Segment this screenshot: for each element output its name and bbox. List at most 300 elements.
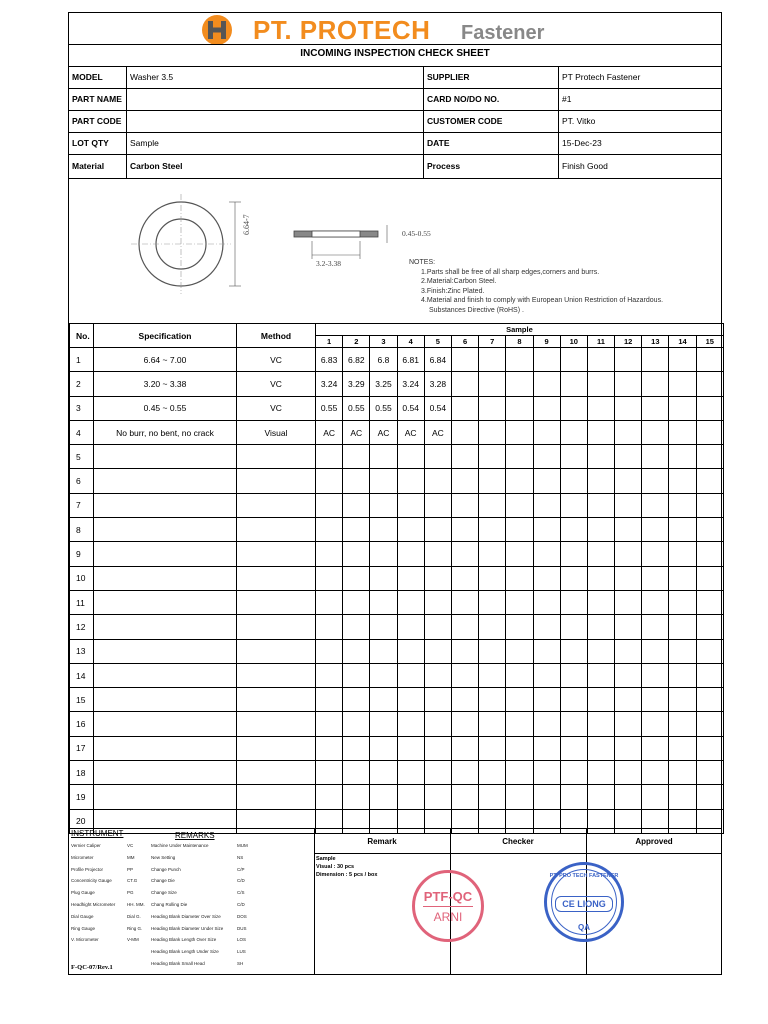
sample-value-cell <box>587 396 614 420</box>
sample-value-cell <box>696 639 723 663</box>
row-number-cell: 2 <box>70 372 94 396</box>
instrument-name: Micrometer <box>71 854 94 860</box>
sample-value-cell <box>316 736 343 760</box>
sample-value-cell <box>669 736 696 760</box>
sample-value-cell <box>696 590 723 614</box>
approved-stamp-ring: PT. PRO TECH FASTENER <box>549 873 619 879</box>
table-row <box>70 396 724 420</box>
sample-value-cell <box>370 761 397 785</box>
sample-value-cell: AC <box>316 420 343 444</box>
sample-value-cell <box>669 469 696 493</box>
sample-value-cell <box>370 445 397 469</box>
process-label: Process <box>427 161 461 171</box>
sample-number-header: 13 <box>642 336 669 348</box>
sample-value-cell <box>533 663 560 687</box>
logo-text: PT. PROTECH <box>253 15 431 45</box>
sample-value-cell <box>560 590 587 614</box>
table-row <box>70 712 724 736</box>
note-1: 1.Parts shall be free of all sharp edges,corners and burrs. <box>421 268 600 276</box>
sample-value-cell: 6.81 <box>397 348 424 372</box>
instrument-code: Ring G. <box>127 925 143 931</box>
sample-value-cell <box>479 396 506 420</box>
sample-value-cell <box>316 639 343 663</box>
sample-value-cell <box>451 688 478 712</box>
method-cell <box>237 736 316 760</box>
sample-value-cell <box>560 809 587 833</box>
sample-value-cell <box>642 348 669 372</box>
logo-subtext: Fastener <box>461 22 545 44</box>
sample-value-cell <box>479 809 506 833</box>
sample-value-cell <box>451 445 478 469</box>
page-title: INCOMING INSPECTION CHECK SHEET <box>300 48 490 59</box>
sample-value-cell <box>506 736 533 760</box>
sample-value-cell <box>479 615 506 639</box>
sample-value-cell <box>587 420 614 444</box>
sample-value-cell <box>560 761 587 785</box>
method-cell <box>237 566 316 590</box>
sample-value-cell <box>560 688 587 712</box>
sample-value-cell <box>370 615 397 639</box>
sample-value-cell <box>316 712 343 736</box>
sample-value-cell <box>533 493 560 517</box>
sample-value-cell <box>642 785 669 809</box>
approved-stamp <box>544 862 624 942</box>
sample-value-cell <box>479 590 506 614</box>
sample-value-cell <box>397 736 424 760</box>
sample-value-cell <box>451 809 478 833</box>
card-no-label: CARD NO/DO NO. <box>427 94 500 104</box>
sample-value-cell <box>506 396 533 420</box>
sample-value-cell <box>587 785 614 809</box>
sample-value-cell: AC <box>424 420 451 444</box>
sample-value-cell <box>316 809 343 833</box>
customer-code-value: PT. Vitko <box>562 116 596 126</box>
table-row <box>70 590 724 614</box>
method-cell <box>237 712 316 736</box>
sample-value-cell <box>587 372 614 396</box>
sample-value-cell <box>316 566 343 590</box>
sample-value-cell <box>451 761 478 785</box>
sample-value-cell <box>642 712 669 736</box>
sample-value-cell <box>615 590 642 614</box>
remark-name: Heading Blank Small Head <box>151 961 205 966</box>
specification-cell <box>94 761 237 785</box>
sample-value-cell <box>615 469 642 493</box>
sample-value-cell <box>479 785 506 809</box>
sample-value-cell <box>642 736 669 760</box>
card-no-value: #1 <box>562 94 572 104</box>
sample-value-cell <box>316 542 343 566</box>
specification-cell <box>94 663 237 687</box>
sample-value-cell <box>587 663 614 687</box>
sample-value-cell <box>506 712 533 736</box>
sample-value-cell: 0.55 <box>316 396 343 420</box>
remark-name: Change Punch <box>151 866 181 872</box>
sample-value-cell <box>615 445 642 469</box>
sample-value-cell <box>424 590 451 614</box>
sample-value-cell <box>451 663 478 687</box>
sample-number-header: 4 <box>397 336 424 348</box>
sample-value-cell <box>560 639 587 663</box>
specification-cell: 6.64 ~ 7.00 <box>94 348 237 372</box>
sample-value-cell <box>560 566 587 590</box>
material-value: Carbon Steel <box>130 161 183 171</box>
sample-value-cell <box>370 663 397 687</box>
remark-name: Chang Rolling Die <box>151 902 188 907</box>
remark-name: Change Size <box>151 890 177 896</box>
sample-value-cell <box>506 639 533 663</box>
sample-value-cell <box>669 542 696 566</box>
sample-value-cell <box>370 809 397 833</box>
col-method-header: Method <box>237 324 316 348</box>
sample-value-cell: 6.83 <box>316 348 343 372</box>
sample-value-cell: AC <box>343 420 370 444</box>
sample-value-cell <box>343 639 370 663</box>
col-no-header: No. <box>70 324 94 348</box>
sample-value-cell <box>533 372 560 396</box>
sample-value-cell <box>343 493 370 517</box>
sample-value-cell: AC <box>397 420 424 444</box>
sample-value-cell <box>642 566 669 590</box>
remarks-label: REMARKS <box>175 831 215 840</box>
method-cell <box>237 639 316 663</box>
sample-value-cell <box>615 639 642 663</box>
sample-value-cell <box>343 712 370 736</box>
sample-value-cell <box>560 372 587 396</box>
sample-value-cell <box>479 420 506 444</box>
sample-value-cell <box>424 566 451 590</box>
checker-stamp-name: ARNI <box>433 910 463 924</box>
sample-value-cell <box>424 542 451 566</box>
sample-value-cell <box>343 736 370 760</box>
checker-stamp <box>412 870 484 942</box>
sample-value-cell <box>615 396 642 420</box>
method-cell <box>237 615 316 639</box>
sample-value-cell <box>343 445 370 469</box>
instrument-name: Vernier Caliper <box>71 843 101 848</box>
row-number-cell: 12 <box>70 615 94 639</box>
sample-value-cell <box>343 566 370 590</box>
instrument-name: Headhight Micrometer <box>71 902 116 907</box>
customer-code-label: CUSTOMER CODE <box>427 116 503 126</box>
sample-value-cell: 3.24 <box>316 372 343 396</box>
col-spec-header: Specification <box>94 324 237 348</box>
model-value: Washer 3.5 <box>130 72 174 82</box>
sample-value-cell <box>642 396 669 420</box>
sample-value-cell <box>696 372 723 396</box>
sample-value-cell <box>587 566 614 590</box>
sample-value-cell <box>506 590 533 614</box>
remark-name: Heading Blank Length Over Size <box>151 937 217 943</box>
sample-value-cell <box>615 785 642 809</box>
sample-value-cell <box>587 615 614 639</box>
sample-value-cell <box>451 712 478 736</box>
row-number-cell: 20 <box>70 809 94 833</box>
row-number-cell: 7 <box>70 493 94 517</box>
sample-value-cell <box>696 396 723 420</box>
sample-value-cell <box>316 445 343 469</box>
sample-value-cell <box>669 566 696 590</box>
sample-value-cell <box>696 809 723 833</box>
date-value: 15-Dec-23 <box>562 138 602 148</box>
sample-value-cell <box>479 469 506 493</box>
sample-value-cell <box>615 542 642 566</box>
remark-code: C/P <box>237 866 245 872</box>
row-number-cell: 10 <box>70 566 94 590</box>
sample-value-cell <box>451 469 478 493</box>
sample-value-cell <box>370 493 397 517</box>
specification-cell: 3.20 ~ 3.38 <box>94 372 237 396</box>
specification-cell <box>94 688 237 712</box>
remark-code: DUS <box>237 925 247 931</box>
sample-value-cell <box>370 785 397 809</box>
sample-value-cell <box>343 615 370 639</box>
sample-value-cell <box>316 663 343 687</box>
table-row <box>70 736 724 760</box>
sample-value-cell <box>479 445 506 469</box>
sample-number-header: 8 <box>506 336 533 348</box>
sample-value-cell: AC <box>370 420 397 444</box>
part-code-label: PART CODE <box>72 116 122 126</box>
method-cell: VC <box>237 372 316 396</box>
sample-value-cell <box>560 785 587 809</box>
sample-value-cell <box>370 590 397 614</box>
sample-value-cell <box>560 396 587 420</box>
form-code: F-QC-07/Rev.1 <box>71 964 113 971</box>
sample-value-cell <box>506 518 533 542</box>
remark-name: Heading Blank Length Under Size <box>151 949 219 955</box>
sample-value-cell <box>560 445 587 469</box>
sample-value-cell: 3.29 <box>343 372 370 396</box>
part-name-label: PART NAME <box>72 94 122 104</box>
sample-number-header: 14 <box>669 336 696 348</box>
sample-value-cell <box>451 542 478 566</box>
sample-value-cell <box>451 566 478 590</box>
sample-value-cell <box>451 615 478 639</box>
sample-value-cell <box>696 736 723 760</box>
sample-number-header: 9 <box>533 336 560 348</box>
row-number-cell: 5 <box>70 445 94 469</box>
sample-value-cell <box>669 785 696 809</box>
row-number-cell: 16 <box>70 712 94 736</box>
sample-value-cell <box>316 688 343 712</box>
specification-cell <box>94 469 237 493</box>
sample-value-cell <box>424 736 451 760</box>
remark-header: Remark <box>367 837 397 846</box>
sample-value-cell <box>424 809 451 833</box>
sample-value-cell <box>696 663 723 687</box>
table-row <box>70 566 724 590</box>
sample-value-cell <box>533 615 560 639</box>
method-cell <box>237 445 316 469</box>
sample-value-cell <box>506 493 533 517</box>
sample-value-cell <box>343 518 370 542</box>
sample-value-cell <box>479 372 506 396</box>
inspection-sheet <box>68 12 722 975</box>
sample-value-cell <box>424 469 451 493</box>
sample-value-cell <box>370 566 397 590</box>
sample-value-cell <box>533 785 560 809</box>
table-row <box>70 348 724 372</box>
sample-value-cell <box>587 590 614 614</box>
specification-cell <box>94 445 237 469</box>
sample-value-cell <box>424 712 451 736</box>
sample-value-cell <box>506 566 533 590</box>
sample-value-cell <box>316 785 343 809</box>
sample-value-cell <box>587 518 614 542</box>
sample-value-cell <box>642 615 669 639</box>
sample-value-cell <box>343 761 370 785</box>
supplier-label: SUPPLIER <box>427 72 470 82</box>
sample-value-cell <box>343 785 370 809</box>
sample-value-cell <box>397 712 424 736</box>
table-row <box>70 615 724 639</box>
sample-value-cell <box>642 639 669 663</box>
instrument-code: VC <box>127 843 134 848</box>
instrument-code: PP <box>127 866 134 872</box>
specification-cell <box>94 542 237 566</box>
sample-value-cell <box>506 542 533 566</box>
sample-value-cell <box>343 688 370 712</box>
remark-code: LOS <box>237 937 247 943</box>
table-row <box>70 518 724 542</box>
sample-value-cell <box>533 566 560 590</box>
sample-number-header: 6 <box>451 336 478 348</box>
table-row <box>70 639 724 663</box>
sample-number-header: 1 <box>316 336 343 348</box>
remark-code: MUM <box>237 843 248 848</box>
sample-value-cell: 6.82 <box>343 348 370 372</box>
sample-value-cell <box>506 445 533 469</box>
sample-value-cell <box>397 663 424 687</box>
sample-value-cell <box>642 542 669 566</box>
sample-number-header: 3 <box>370 336 397 348</box>
sample-value-cell <box>451 785 478 809</box>
sample-value-cell <box>451 518 478 542</box>
sample-value-cell <box>451 736 478 760</box>
sample-value-cell <box>587 688 614 712</box>
sample-value-cell <box>506 348 533 372</box>
dimension-inner: 3.2-3.38 <box>316 259 341 268</box>
specification-cell <box>94 566 237 590</box>
sample-value-cell <box>696 348 723 372</box>
sample-value-cell <box>506 469 533 493</box>
sample-value-cell <box>397 590 424 614</box>
remark-line-1: Sample <box>316 856 336 862</box>
sample-value-cell: 6.8 <box>370 348 397 372</box>
table-row <box>70 493 724 517</box>
sample-value-cell <box>696 688 723 712</box>
row-number-cell: 3 <box>70 396 94 420</box>
sample-value-cell <box>397 761 424 785</box>
specification-cell: 0.45 ~ 0.55 <box>94 396 237 420</box>
sample-value-cell <box>397 542 424 566</box>
material-label: Material <box>72 161 105 171</box>
sample-value-cell <box>533 809 560 833</box>
sample-value-cell <box>560 493 587 517</box>
model-label: MODEL <box>72 72 103 82</box>
sample-value-cell <box>397 785 424 809</box>
sample-value-cell <box>669 809 696 833</box>
instrument-code: MM <box>127 854 135 860</box>
sample-value-cell <box>587 348 614 372</box>
table-row <box>70 809 724 833</box>
sample-value-cell <box>587 761 614 785</box>
sample-value-cell <box>696 785 723 809</box>
sample-value-cell <box>587 542 614 566</box>
sample-value-cell <box>642 688 669 712</box>
method-cell <box>237 761 316 785</box>
remark-code: NS <box>237 854 244 860</box>
sample-value-cell <box>696 566 723 590</box>
sample-value-cell <box>397 445 424 469</box>
sample-value-cell <box>424 615 451 639</box>
sample-value-cell <box>669 639 696 663</box>
sample-value-cell <box>506 615 533 639</box>
specification-cell <box>94 785 237 809</box>
sample-value-cell <box>316 493 343 517</box>
remark-name: Heading Blank Diameter Over Size <box>151 913 221 919</box>
note-3: 3.Finish:Zinc Plated. <box>421 287 485 295</box>
sample-value-cell: 0.54 <box>397 396 424 420</box>
row-number-cell: 14 <box>70 663 94 687</box>
sample-value-cell <box>506 420 533 444</box>
approved-header: Approved <box>635 837 673 846</box>
remark-name: Heading Blank Diameter Under Size <box>151 925 224 931</box>
remark-code: DOS <box>237 913 247 919</box>
specification-cell <box>94 712 237 736</box>
sample-value-cell <box>424 663 451 687</box>
sample-value-cell <box>343 469 370 493</box>
remark-name: New Setting <box>151 854 176 860</box>
sample-value-cell <box>370 639 397 663</box>
method-cell <box>237 590 316 614</box>
instrument-code: HH. MM. <box>127 902 145 907</box>
instrument-name: Concentricity Gauge <box>71 878 112 884</box>
sample-value-cell <box>370 469 397 493</box>
sample-value-cell <box>615 712 642 736</box>
sample-number-header: 12 <box>615 336 642 348</box>
remark-code: C/S <box>237 890 245 896</box>
sample-value-cell <box>424 688 451 712</box>
row-number-cell: 8 <box>70 518 94 542</box>
sample-value-cell <box>424 639 451 663</box>
sample-value-cell <box>343 542 370 566</box>
sample-value-cell <box>316 761 343 785</box>
row-number-cell: 19 <box>70 785 94 809</box>
sample-value-cell <box>669 493 696 517</box>
specification-cell <box>94 639 237 663</box>
sample-value-cell <box>615 809 642 833</box>
checker-stamp-title: PTF-QC <box>423 889 473 904</box>
sample-value-cell <box>451 639 478 663</box>
method-cell <box>237 493 316 517</box>
sample-value-cell <box>479 712 506 736</box>
row-number-cell: 11 <box>70 590 94 614</box>
sample-value-cell <box>615 348 642 372</box>
sample-value-cell <box>669 396 696 420</box>
method-cell <box>237 518 316 542</box>
sample-value-cell <box>533 348 560 372</box>
sample-value-cell <box>696 712 723 736</box>
sample-value-cell <box>533 445 560 469</box>
inspection-table <box>69 323 724 834</box>
sample-value-cell <box>479 348 506 372</box>
sample-value-cell <box>533 712 560 736</box>
sample-value-cell <box>587 736 614 760</box>
remark-line-3: Dimension : 5 pcs / box <box>316 872 378 878</box>
row-number-cell: 9 <box>70 542 94 566</box>
